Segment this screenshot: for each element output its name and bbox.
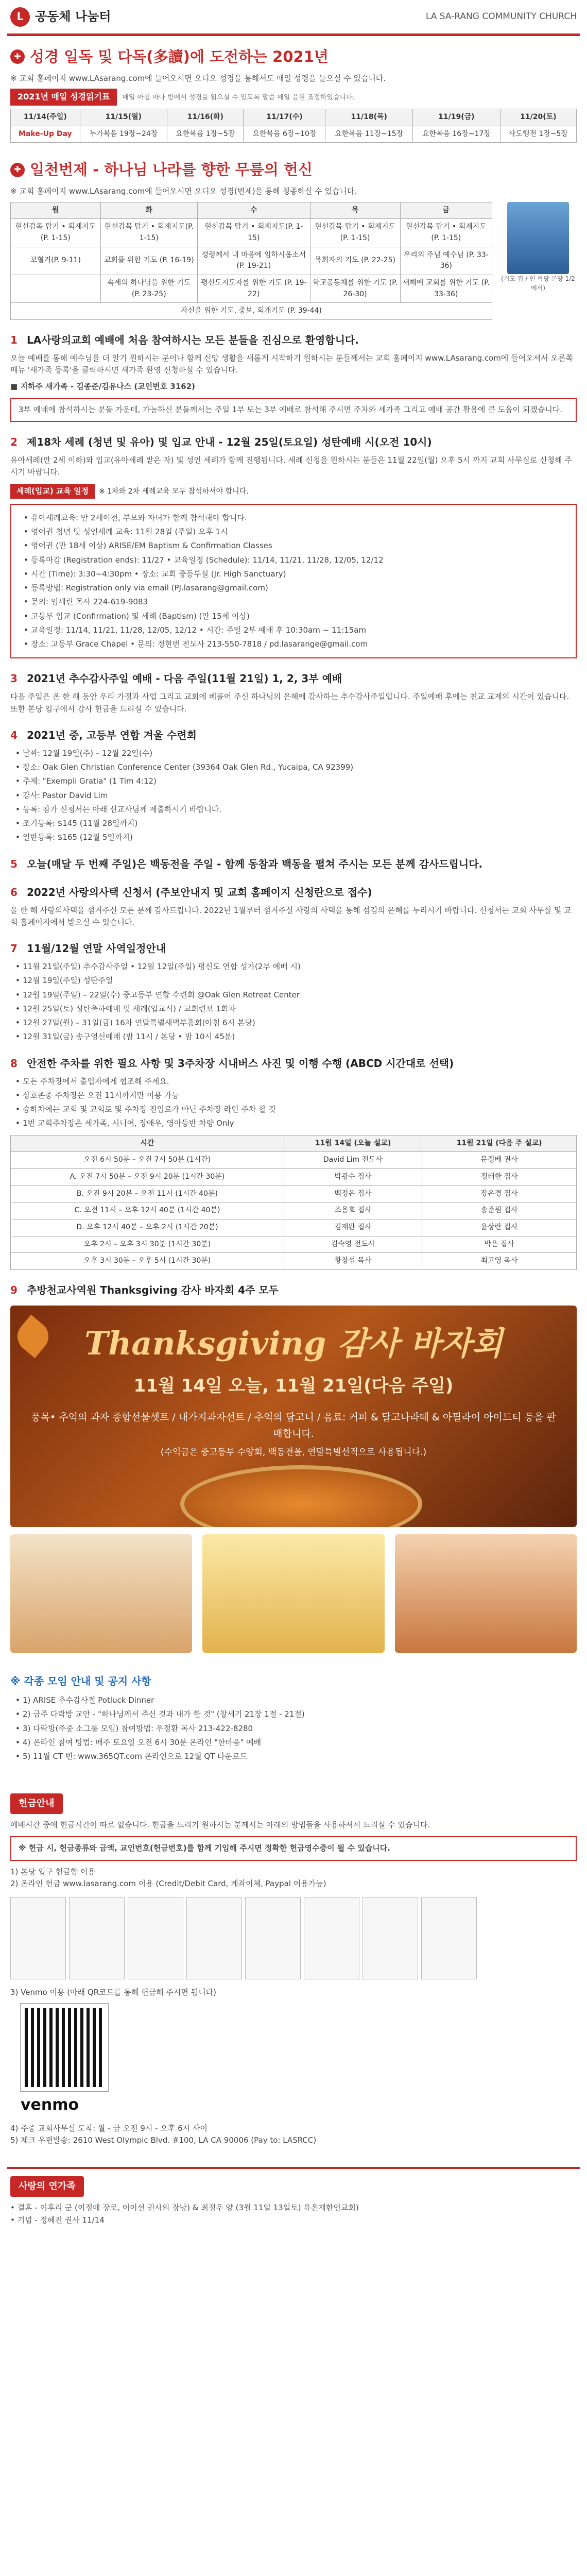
bazaar-photo (202, 1534, 384, 1653)
table-cell: 백정은 집사 (284, 1185, 422, 1202)
table-header: 금 (400, 202, 492, 219)
screen-image (10, 1897, 66, 1979)
section-title-text: 일천번제 - 하나님 나라를 향한 무릎의 헌신 (30, 161, 313, 179)
table-cell: 박광수 집사 (284, 1168, 422, 1185)
table-cell: 목회자의 기도 (P. 22-25) (310, 247, 400, 275)
list-item: • 등록: 참가 신청서는 아래 선교사님께 제출하시기 바랍니다. (15, 804, 577, 816)
giving-section (7, 1775, 580, 2146)
giving-way: 4) 주중 교회사무실 도착: 월 - 금 오전 9시 - 오후 6시 사이 (10, 2123, 208, 2133)
table-cell: 평신도지도자를 위한 기도 (P. 19-22) (198, 275, 310, 302)
poster-desc: 풍목• 추억의 과자 종합선물셋트 / 내가지과자선트 / 추억의 담고니 / 음료: 커피 & 달고나라떼 & 아필라어 아이드티 등을 판매합니다. (31, 1411, 556, 1440)
list-item: • 장소: Oak Glen Christian Conference Center (39364 Oak Glen Rd., Yucaipa, CA 92399) (15, 761, 577, 773)
notice-body: 올 한 해 사랑의사택을 섬겨주신 모든 분께 감사드립니다. 2022년 1월부터 섬겨주실 사랑의 사택을 통해 섬김의 은혜를 누리시기 바랍니다. 신청서는 교회 사무실 및 교회 홈페이지에서 받으실 수 있습니다. (10, 905, 572, 927)
screen-image (421, 1897, 477, 1979)
list-item: • 일반등록: $165 (12월 5일까지) (15, 832, 577, 843)
notice-9 (7, 1282, 580, 1653)
table-cell: D. 오후 12시 40분 – 오후 2시 (1시간 20분) (11, 1219, 284, 1236)
bazaar-poster (10, 1306, 577, 1527)
list-item: • 승하차에는 교회 및 교회로 및 주차장 진입로가 아닌 주차장 라인 주차 할 것 (15, 1104, 577, 1115)
list-item: • 날짜: 12월 19일(주) – 12월 22일(수) (15, 748, 577, 759)
table-cell: 황창섭 목사 (284, 1253, 422, 1270)
notice-2 (7, 434, 580, 658)
list-item: • 고등부 입교 (Confirmation) 및 세례 (Baptism) (만 15세 이상) (24, 611, 568, 622)
list-item: • 영어권 청년 및 성인세례 교육: 11월 28일 (주일) 오후 1시 (24, 526, 568, 538)
table-cell: 문정배 권사 (422, 1152, 577, 1169)
giving-way: 5) 체크 우편발송: 2610 West Olympic Blvd. #100, LA CA 90006 (Pay to: LASRCC) (10, 2136, 317, 2145)
list-item: • 12월 19일(주일) 성탄주일 (15, 975, 577, 987)
notice-title: 11월/12월 연말 사역일정안내 (27, 942, 166, 955)
table-cell: 누가복음 19장~24장 (80, 126, 167, 143)
notice-number: 7 (10, 942, 18, 955)
table-row (11, 1253, 577, 1270)
notice-1 (7, 332, 580, 422)
table-row (11, 1219, 577, 1236)
list-item: • 교육일정: 11/14, 11/21, 11/28, 12/05, 12/12 • 시간: 주일 2부 예배 후 10:30am ~ 11:15am (24, 624, 568, 636)
table-header: 목 (310, 202, 400, 219)
table-cell: 요한복음 1장~5장 (167, 126, 244, 143)
list-item: • 11월 21일(주일) 추수감사주일 • 12월 12일(주일) 평신도 연합 성가(2부 예배 시) (15, 961, 577, 973)
giving-note: ※ 헌금 시, 헌금종류와 금액, 교인번호(헌금번호)를 함께 기입해 주시면 정확한 헌금영수증이 될 수 있습니다. (10, 1836, 577, 1860)
list-item: • 5) 11월 CT 번: www.365QT.com 온라인으로 12월 QT 다운로드 (15, 1751, 577, 1762)
table-header: 11/15(월) (80, 109, 167, 126)
list-item: • 1번 교회주차장은 세가족, 시니어, 장애우, 영아등반 차량 Only (15, 1117, 577, 1129)
notice-number: 1 (10, 334, 18, 347)
notice-title: LA사랑의교회 예배에 처음 참여하시는 모든 분들을 진심으로 환영합니다. (27, 334, 359, 347)
online-giving-screens (10, 1897, 577, 1979)
table-cell: 김재완 집사 (284, 1219, 422, 1236)
giving-label: 헌금안내 (10, 1793, 63, 1814)
table-header: 11/18(목) (325, 109, 413, 126)
reading-table (10, 109, 577, 143)
table-header: 화 (100, 202, 197, 219)
table-cell: 사도행전 1장~5장 (500, 126, 576, 143)
table-cell: 우리의 주님 예수님 (P. 33-36) (400, 247, 492, 275)
notice-number: 8 (10, 1057, 18, 1070)
logo (10, 7, 111, 27)
screen-image (304, 1897, 359, 1979)
table-cell: 교회를 위한 기도 (P. 16-19) (100, 247, 197, 275)
bazaar-photo (395, 1534, 577, 1653)
table-header: 시간 (11, 1135, 284, 1152)
notice-number: 5 (10, 857, 18, 870)
table-cell: 정태한 집사 (422, 1168, 577, 1185)
table-header: 11월 14일 (오늘 설교) (284, 1135, 422, 1152)
giving-way: 2) 온라인 헌금 www.lasarang.com 이용 (Credit/Debit Card, 계좌이체, Paypal 이용가능) (10, 1878, 326, 1888)
venmo-block (21, 2004, 577, 2117)
qr-code-icon (21, 2004, 108, 2091)
list-item: • 12월 19일(주일) – 22일(수) 중고등부 연합 수련회 @Oak Glen Retreat Center (15, 989, 577, 1001)
baptism-box (10, 504, 577, 659)
table-header: 11/16(화) (167, 109, 244, 126)
table-row (11, 1202, 577, 1219)
notice-7 (7, 941, 580, 1043)
section-title (10, 45, 577, 69)
list-item: • 모든 주차장에서 출입자에게 협조해 주세요. (15, 1076, 577, 1088)
list-item: • 강사: Pastor David Lim (15, 790, 577, 802)
table-cell: C. 오전 11시 – 오후 12시 40분 (1시간 40분) (11, 1202, 284, 1219)
notice-number: 6 (10, 886, 18, 899)
list-item: • 주제: "Exempli Gratia" (1 Tim 4:12) (15, 775, 577, 787)
table-cell: 송준원 집사 (422, 1202, 577, 1219)
list-item: • 등록방법: Registration only via email (PJ.lasarang@gmail.com) (24, 582, 568, 594)
list-item: • 장소: 고등부 Grace Chapel • 문의: 정현빈 전도사 213-550-7818 / pd.lasarange@gmail.com (24, 638, 568, 650)
table-cell: 요한복음 11장~15장 (325, 126, 413, 143)
poster-dates: 11월 14일 오늘, 11월 21일(다음 주일) (133, 1376, 454, 1397)
table-cell: 보혈거(P. 9-11) (11, 247, 101, 275)
family-news (7, 2167, 580, 2226)
table-header: 11월 21일 (다음 주 설교) (422, 1135, 577, 1152)
table-cell: 윤상란 집사 (422, 1219, 577, 1236)
table-cell: 장은경 집사 (422, 1185, 577, 1202)
notice-body: 다음 주일은 온 한 해 동안 우리 가정과 사업 그리고 교회에 베풀어 주신 하나님의 은혜에 감사하는 추수감사주일입니다. 주일예배 후에는 친교 교제의 시간이 있습니다. 또한 본당 입구에서 감사 헌금을 드리실 수 있습니다. (10, 692, 569, 714)
notice-number: 2 (10, 436, 18, 449)
notice-title: 오늘(매달 두 번째 주일)은 백동전을 주일 - 함께 동참과 백동을 펼쳐 주시는 모든 분께 감사드립니다. (27, 857, 483, 870)
bazaar-photo (10, 1534, 192, 1653)
table-cell: 새해에 교회를 위한 기도 (P. 33-36) (400, 275, 492, 302)
notice-8 (7, 1056, 580, 1270)
list-item: • 4) 온라인 참여 방법: 매주 토요일 오전 6시 30분 온라인 "한마음" 예배 (15, 1737, 577, 1749)
screen-image (69, 1897, 125, 1979)
book-icon: ✚ (10, 49, 25, 64)
list-item: • 시간 (Time): 3:30~4:30pm • 장소: 교회 중등부실 (Jr. High Sanctuary) (24, 568, 568, 580)
notice-tag-note: ※ 1차와 2차 세례교육 모두 참석하셔야 합니다. (99, 487, 249, 496)
notice-title: 2021년 추수감사주일 예배 - 다음 주일(11월 21일) 1, 2, 3부 예배 (27, 672, 342, 685)
poster-title: Thanksgiving 감사 바자회 (84, 1325, 503, 1363)
table-cell: David Lim 전도사 (284, 1152, 422, 1169)
notice-title: 2021년 중, 고등부 연합 겨울 수련회 (27, 728, 197, 741)
logo-mark-icon: L (10, 7, 30, 27)
giving-way: 1) 본당 입구 헌금함 이용 (10, 1867, 95, 1876)
section-desc: ※ 교회 홈페이지 www.LAsarang.com에 들어오시면 오디오 성경(번제)을 통해 청종하실 수 있습니다. (10, 187, 357, 196)
pray-icon: ✚ (10, 163, 25, 177)
section-title (10, 158, 577, 181)
table-cell: 요한복음 6장~10장 (244, 126, 325, 143)
table-cell: B. 오전 9시 20분 – 오전 11시 (1시간 40분) (11, 1185, 284, 1202)
online-section (7, 1673, 580, 1762)
notice-number: 9 (10, 1284, 18, 1297)
table-row (11, 1185, 577, 1202)
online-title: ※ 각종 모임 안내 및 공지 사항 (10, 1675, 151, 1688)
notice-6 (7, 885, 580, 929)
table-cell: 오전 6시 50분 – 오전 7시 50분 (1시간) (11, 1152, 284, 1169)
reading-table-note: 매일 아침 마다 방에서 성경을 읽으실 수 있도록 말씀 매일 응원 조정하였습니다. (122, 94, 355, 102)
screen-image (186, 1897, 242, 1979)
table-header: 수 (198, 202, 310, 219)
list-item: • 3) 다락방(주중 소그룹 모임) 참여방법: 우정환 목사 213-422-8280 (15, 1723, 577, 1735)
table-cell (11, 275, 101, 302)
table-cell: 현선갑목 탑기 • 회계지도(P. 1-15) (100, 219, 197, 247)
table-cell: 김숙영 전도사 (284, 1236, 422, 1253)
table-cell: 오후 3시 30분 – 오후 5시 (1시간 30분) (11, 1253, 284, 1270)
table-header: 11/14(주일) (11, 109, 80, 126)
pie-image (180, 1465, 422, 1527)
new-family-line: ■ 지하주 새가족 - 김종준/김유나스 (교인번호 3162) (10, 381, 196, 391)
list-item: • 등록마감 (Registration ends): 11/27 • 교육일정 (Schedule): 11/14, 11/21, 11/28, 12/05, 12/12 (24, 554, 568, 566)
table-header: 11/20(토) (500, 109, 576, 126)
venmo-logo: venmo (21, 2096, 79, 2114)
table-cell: 현선갑목 탑기 • 회계지도(P. 1-15) (198, 219, 310, 247)
list-item: • 영어권 (만 18세 이상) ARISE/EM Baptism & Confirmation Classes (24, 540, 568, 552)
parking-table (10, 1135, 577, 1270)
table-cell: Make-Up Day (11, 126, 80, 143)
notice-title: 안전한 주차를 위한 필요 사항 및 3주차장 시내버스 사진 및 이행 수행 (ABCD 시간대로 선택) (27, 1057, 454, 1070)
table-cell: 오후 2시 – 오후 3시 30분 (1시간 30분) (11, 1236, 284, 1253)
notice-box: 3부 예배에 참석하시는 분들 가운데, 가능하신 분들께서는 주일 1부 또는 3부 예배로 참석해 주시면 주차와 세가족 그리고 예배 공간 활용에 큰 도움이 되겠습니다. (10, 398, 577, 422)
family-news-label: 사랑의 연가족 (10, 2176, 84, 2197)
family-news-item: • 기념 - 정혜진 권사 11/14 (10, 2215, 105, 2225)
table-cell: 요한복음 16장~17장 (413, 126, 500, 143)
notice-body: 유아세례(만 2세 이하)와 입교(유아세례 받은 자) 및 성인 세례가 함께 진행됩니다. 세례 신청을 원하시는 분들은 11월 22일(월) 오후 5시 까지 교회 사무실로 신청해 주시기 바랍니다. (10, 455, 572, 477)
table-cell: 최고영 목사 (422, 1253, 577, 1270)
list-item: • 12월 31일(금) 송구영신예배 (밤 11시 / 본당 • 밤 10시 45분) (15, 1031, 577, 1043)
table-cell: 성령께서 내 마음에 임하시옵소서 (P. 19-21) (198, 247, 310, 275)
table-row (11, 1152, 577, 1169)
table-cell: A. 오전 7시 50분 – 오전 9시 20분 (1시간 30분) (11, 1168, 284, 1185)
list-item: • 상호존중 주차장은 오전 11시까지만 이용 가능 (15, 1090, 577, 1101)
table-header: 월 (11, 202, 101, 219)
table-row (11, 1168, 577, 1185)
list-item: • 조기등록: $145 (11월 28일까지) (15, 818, 577, 829)
list-item: • 12월 27일(월) – 31일(금) 16차 연말특별새벽부흥회(아침 6시 본당) (15, 1017, 577, 1029)
notice-title: 2022년 사랑의사택 신청서 (주보안내지 및 교회 홈페이지 신청란으로 접수) (27, 886, 372, 899)
giving-body: 예배시간 중에 헌금시간이 따로 없습니다. 헌금을 드리기 원하시는 분께서는 아래의 방법들을 사용하셔서 드리실 수 있습니다. (10, 1820, 430, 1830)
family-news-item: • 결혼 - 이후리 군 (이정배 장로, 이이선 권사의 장남) & 최정우 양 (3월 11일 13일토) 유온재한인교회) (10, 2203, 359, 2213)
logo-text: 공동체 나눔터 (35, 9, 111, 24)
prayer-book-caption: (기도 집 / 인 학당 본당 1/2 에서) (501, 275, 575, 292)
table-cell: 박은 집사 (422, 1236, 577, 1253)
notice-body: 오늘 예배를 통해 예수님을 더 알기 원하시는 분이나 함께 신앙 생활을 새롭게 시작하기 원하시는 분들께서는 교회 홈페이지 www.LAsarang.com에 들어오셔서 오른쪽 메뉴 '새가족 등록'을 클릭하시면 새가족 환영 신청하실 수 있습니다. (10, 353, 573, 375)
table-cell: 현선갑목 탑기 • 회계지도(P. 1-15) (310, 219, 400, 247)
screen-image (362, 1897, 418, 1979)
prayer-footnote: 자신을 위한 기도, 중보, 회개기도 (P. 39-44) (11, 303, 492, 320)
table-row (11, 1236, 577, 1253)
list-item: • 문의: 임세린 목사 224-619-9083 (24, 596, 568, 608)
list-item: • 2) 금주 다락방 교안 - "하나님께서 주신 것과 내가 한 것" (창세기 21장 1절 - 21절) (15, 1708, 577, 1720)
bible-reading-section (7, 45, 580, 143)
table-cell: 현선갑목 탑기 • 회계지도(P. 1-15) (400, 219, 492, 247)
table-header: 11/19(금) (413, 109, 500, 126)
screen-image (128, 1897, 183, 1979)
table-cell: 학교공동체를 위한 기도 (P. 26-30) (310, 275, 400, 302)
table-cell: 조용호 집사 (284, 1202, 422, 1219)
notice-number: 3 (10, 672, 18, 685)
screen-image (245, 1897, 301, 1979)
list-item: • 유아세례교육: 만 2세이전, 부모와 자녀가 함께 참석해야 합니다. (24, 512, 568, 524)
notice-title: 추방천교사역원 Thanksgiving 감사 바자회 4주 모두 (27, 1284, 279, 1297)
prayer-book-cover-icon (507, 202, 569, 274)
list-item: • 12월 25일(토) 성탄축하예배 및 세례(입교식) / 교회련보 1회차 (15, 1003, 577, 1015)
notice-5 (7, 856, 580, 872)
section-title-text: 성경 일독 및 다독(多讀)에 도전하는 2021년 (30, 48, 329, 65)
notice-tag: 세례(입교) 교육 일정 (10, 484, 95, 499)
table-cell: 현선갑목 탑기 • 회계지도(P. 1-15) (11, 219, 101, 247)
notice-title: 제18차 세례 (청년 및 유아) 및 입교 안내 - 12월 25일(토요일) 성탄예배 시(오전 10시) (27, 436, 432, 449)
reading-table-label: 2021년 매일 성경읽기표 (10, 89, 117, 106)
prayer-section (7, 158, 580, 320)
list-item: • 1) ARISE 추수감사절 Potluck Dinner (15, 1694, 577, 1706)
bazaar-photos (10, 1534, 577, 1653)
notice-3 (7, 671, 580, 715)
section-desc: ※ 교회 홈페이지 www.LAsarang.com에 들어오시면 오디오 성경을 통해서도 매일 성경을 들으실 수 있습니다. (10, 73, 386, 83)
notice-4 (7, 727, 580, 844)
prayer-table (10, 202, 492, 320)
notice-number: 4 (10, 728, 18, 741)
church-name: LA SA-RANG COMMUNITY CHURCH (425, 11, 577, 22)
prayer-book (499, 202, 577, 320)
table-header: 11/17(수) (244, 109, 325, 126)
table-cell: 속세의 하나님을 위한 기도 (P. 23-25) (100, 275, 197, 302)
giving-way: 3) Venmo 이용 (아래 QR코드를 통해 헌금해 주시면 됩니다) (10, 1988, 216, 1997)
poster-desc2: (수익금은 중고등부 수양회, 백동전을, 연말특별선적으로 사용됩니다.) (160, 1447, 427, 1458)
header (7, 0, 580, 36)
